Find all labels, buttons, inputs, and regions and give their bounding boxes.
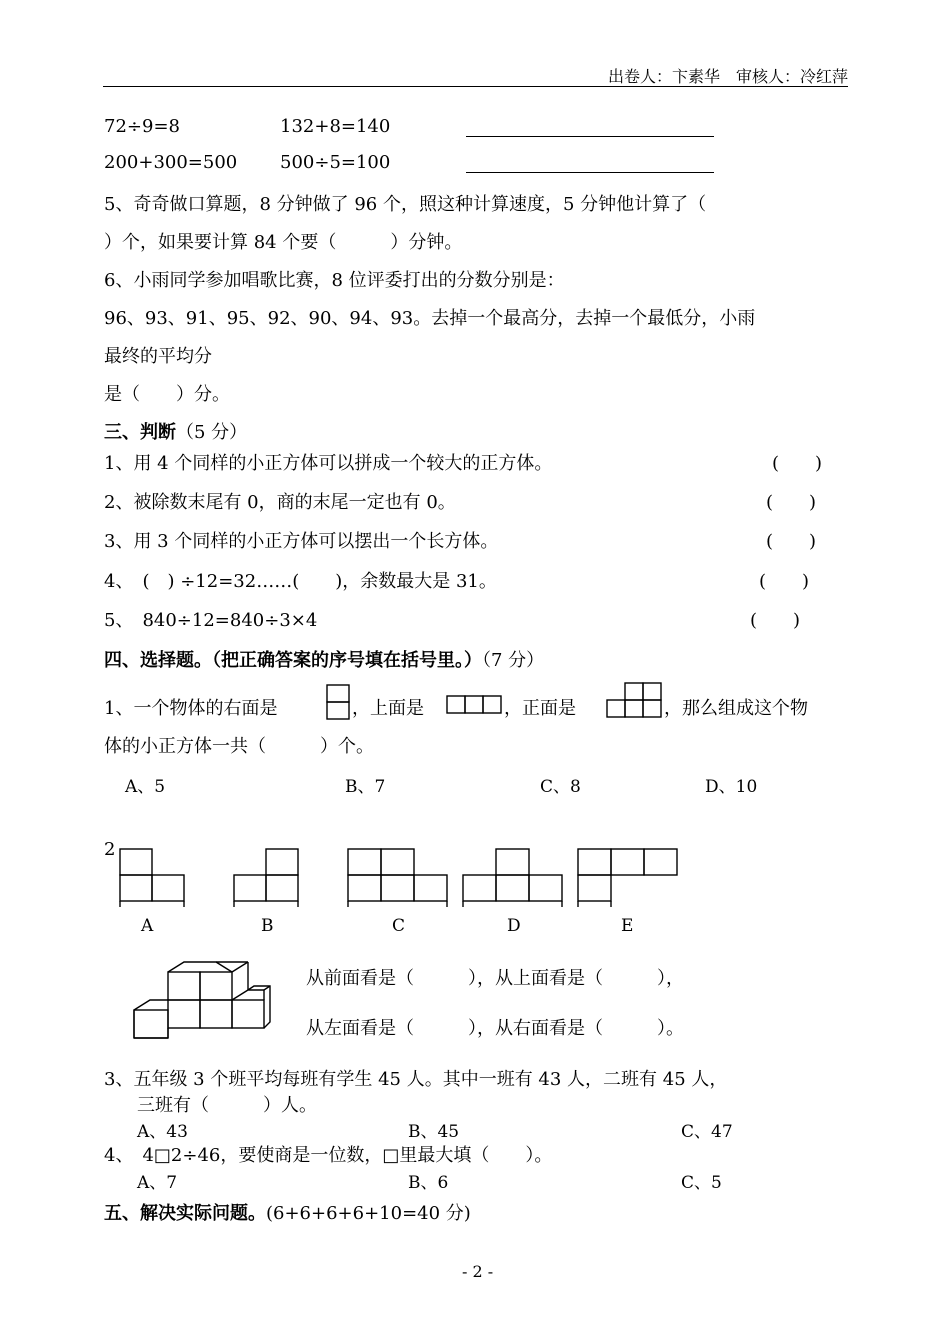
question-text: ，那么组成这个物 (664, 698, 808, 719)
question-text: ，正面是 (504, 698, 576, 719)
judgement-paren[interactable]: ( ) (759, 571, 810, 592)
option-c[interactable]: C、5 (681, 1173, 722, 1193)
judgement-item: 2、被除数末尾有 0，商的末尾一定也有 0。 (104, 492, 456, 513)
question-text: 从左面看是（ ），从右面看是（ ）。 (306, 1018, 684, 1039)
question-text: 最终的平均分 (104, 346, 212, 367)
section-title-problems (104, 1199, 471, 1225)
section-title: 五、解决实际问题。 (104, 1203, 266, 1224)
judgement-item: 5、 840÷12=840÷3×4 (104, 610, 318, 631)
equation: 500÷5=100 (280, 152, 391, 173)
judgement-paren[interactable]: ( ) (750, 610, 801, 631)
figure-label: D (507, 916, 521, 936)
top-view-figure (446, 695, 502, 715)
section-title-choice (104, 646, 544, 672)
figure-label: B (261, 916, 274, 936)
question-text: 5、奇奇做口算题，8 分钟做了 96 个，照这种计算速度，5 分钟他计算了（ (104, 194, 707, 215)
judgement-paren[interactable]: ( ) (772, 453, 823, 474)
option-b[interactable]: B、45 (408, 1122, 460, 1142)
section-score: (6+6+6+6+10=40 分) (266, 1203, 471, 1224)
question-text: ）个，如果要计算 84 个要（ ）分钟。 (104, 232, 463, 253)
question-text: 体的小正方体一共（ ）个。 (104, 736, 374, 757)
option-b[interactable]: B、6 (408, 1173, 449, 1193)
figure-label: C (392, 916, 406, 936)
figure-label: E (621, 916, 634, 936)
question-text: 是（ ）分。 (104, 384, 230, 405)
judgement-item: 3、用 3 个同样的小正方体可以摆出一个长方体。 (104, 531, 499, 552)
right-view-figure (326, 684, 350, 720)
option-a[interactable]: A、7 (137, 1173, 178, 1193)
question-text: 从前面看是（ ），从上面看是（ ）， (306, 968, 684, 989)
page-number: - 2 - (462, 1262, 494, 1281)
section-title: 四、选择题。（把正确答案的序号填在括号里。） (104, 650, 482, 671)
view-figure-c (346, 848, 450, 910)
question-text: 96、93、91、95、92、90、94、93。去掉一个最高分，去掉一个最低分，小雨 (104, 308, 756, 329)
view-figure-a (118, 848, 188, 910)
question-text: 3、五年级 3 个班平均每班有学生 45 人。其中一班有 43 人，二班有 45 人， (104, 1069, 728, 1090)
view-figure-e (576, 848, 680, 910)
page-header: 出卷人：卞素华 审核人：冷红萍 (607, 67, 848, 86)
question-text: 6、小雨同学参加唱歌比赛，8 位评委打出的分数分别是： (104, 270, 565, 291)
answer-line[interactable] (466, 172, 714, 173)
option-b[interactable]: B、7 (345, 777, 386, 797)
option-c[interactable]: C、47 (681, 1122, 733, 1142)
section-title: 三、判断 (104, 422, 176, 443)
question-text: 4、 4□2÷46，要使商是一位数，□里最大填（ ）。 (104, 1145, 553, 1166)
section-score: （7 分） (482, 650, 545, 671)
question-text: 1、一个物体的右面是 (104, 698, 278, 719)
equation: 132+8=140 (280, 116, 391, 137)
option-a[interactable]: A、43 (137, 1122, 188, 1142)
judgement-item: 1、用 4 个同样的小正方体可以拼成一个较大的正方体。 (104, 453, 553, 474)
answer-line[interactable] (466, 136, 714, 137)
equation: 72÷9=8 (104, 116, 180, 137)
figure-label: A (141, 916, 154, 936)
option-a[interactable]: A、5 (125, 777, 166, 797)
section-score: （5 分） (176, 422, 248, 443)
equation: 200+300=500 (104, 152, 238, 173)
cube-arrangement-figure (130, 958, 272, 1042)
option-d[interactable]: D、10 (705, 777, 758, 797)
view-figure-d (461, 848, 565, 910)
section-title-judgement (104, 418, 247, 444)
view-figure-b (232, 848, 302, 910)
question-number: 2 (104, 839, 116, 860)
header-rule (103, 86, 848, 87)
question-text: 三班有（ ）人。 (137, 1095, 317, 1116)
judgement-paren[interactable]: ( ) (766, 531, 817, 552)
option-c[interactable]: C、8 (540, 777, 581, 797)
judgement-item: 4、 ( ) ÷12=32……( )，余数最大是 31。 (104, 571, 497, 592)
question-text: ，上面是 (352, 698, 424, 719)
front-view-figure (606, 682, 662, 720)
judgement-paren[interactable]: ( ) (766, 492, 817, 513)
